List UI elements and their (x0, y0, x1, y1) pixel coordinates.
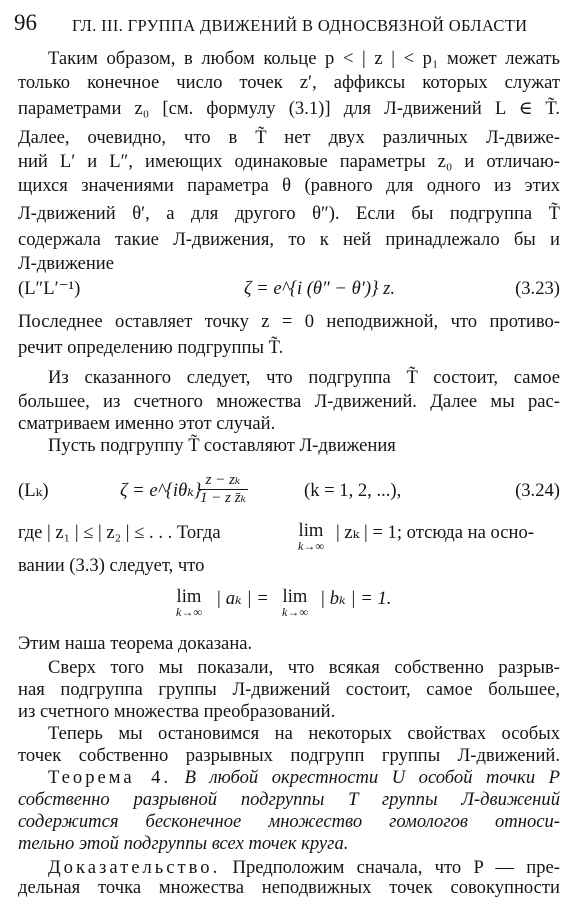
theorem-text: В любой окрестности U особой точки P (184, 767, 560, 788)
page-number: 96 (14, 10, 37, 35)
page-header (14, 10, 564, 40)
equation-limits (18, 586, 560, 626)
equation-number: (3.24) (515, 480, 560, 501)
theorem-first-line (48, 766, 560, 790)
fraction-denominator: 1 − z z̄ₖ (200, 490, 247, 506)
text-line: щихся значениями параметра θ (равного для одного из этих (18, 175, 560, 196)
line-where (18, 518, 560, 558)
text-line: Теперь мы остановимся на некоторых свойствах особых (48, 723, 560, 744)
text-line: Л-движений θ′, а для другого θ″). Если бы подгруппа T̃ (18, 203, 560, 224)
equation-range: (k = 1, 2, ...), (304, 480, 402, 501)
text-line: из счетного множества преобразований. (18, 701, 336, 722)
text-line: только конечное число точек z′, аффиксы которых служат (18, 72, 560, 93)
text-line: Л-движение (18, 253, 115, 274)
text-line: вании (3.3) следует, что (18, 555, 205, 576)
text-line: Далее, очевидно, что в T̃ нет двух различных Л-движе- (18, 127, 560, 148)
running-head: ГЛ. III. ГРУППА ДВИЖЕНИЙ В ОДНОСВЯЗНОЙ ОБЛАСТИ (72, 16, 528, 35)
text-line: ная подгруппа группы Л-движений состоит, самое большее, (18, 679, 560, 700)
limit-operator (298, 522, 324, 552)
limit-operator (282, 588, 308, 618)
text-line: ний L′ и L″, имеющих одинаковые параметры z₀ и отличаю- (18, 151, 560, 172)
text-line: речит определению подгруппы T̃. (18, 337, 284, 358)
limit-operator (176, 588, 202, 618)
text-line: Последнее оставляет точку z = 0 неподвижной, что противо- (18, 311, 560, 332)
limit-subscript: k→∞ (298, 539, 324, 553)
limit-text: lim (176, 586, 202, 607)
equation-formula-left: ζ = e^{iθₖ} (120, 480, 202, 501)
proof-title: Доказательство. (48, 857, 221, 878)
text-line: дельная точка множества неподвижных точек совокупности (18, 877, 560, 898)
text-line: Сверх того мы показали, что всякая собственно разрыв- (48, 657, 560, 678)
limit-text: lim (282, 586, 308, 607)
limit-subscript: k→∞ (176, 605, 202, 619)
text-line: параметрами z₀ [см. формулу (3.1)] для Л-движений L ∈ T̃. (18, 98, 560, 119)
limit-part-a: | aₖ | = (216, 588, 269, 609)
where-start: где | z₁ | ≤ | z₂ | ≤ . . . Тогда (18, 522, 221, 543)
text-line: Пусть подгруппу T̃ составляют Л-движения (48, 435, 396, 456)
proof-text: Предположим сначала, что P — пре- (232, 857, 560, 878)
equation-label: (Lₖ) (18, 480, 49, 501)
equation-fraction (198, 472, 248, 507)
theorem-line: собственно разрывной подгруппы T группы Л-движений (18, 789, 560, 810)
equation-3-23 (18, 276, 560, 310)
equation-label: (L″L′⁻¹) (18, 278, 81, 299)
limit-subscript: k→∞ (282, 605, 308, 619)
theorem-line: содержится бесконечное множество гомологов относи- (18, 811, 560, 832)
text-line: Таким образом, в любом кольце p < | z | < p₁ может лежать (48, 48, 560, 69)
text-line: точек собственно разрывных подгрупп группы Л-движений. (18, 745, 560, 766)
text-line: Из сказанного следует, что подгруппа T̃ состоит, самое (48, 367, 560, 388)
equation-formula: ζ = e^{i (θ″ − θ′)} z. (244, 278, 395, 299)
text-line: Этим наша теорема доказана. (18, 633, 253, 654)
limit-text: lim (298, 520, 324, 541)
text-line: сматриваем именно этот случай. (18, 413, 276, 434)
where-end: | zₖ | = 1; отсюда на осно- (336, 522, 534, 543)
theorem-title: Теорема 4. (48, 767, 172, 788)
theorem-line: тельно этой подгруппы всех точек круга. (18, 833, 349, 854)
equation-number: (3.23) (515, 278, 560, 299)
limit-part-b: | bₖ | = 1. (320, 588, 392, 609)
text-line: содержала такие Л-движения, то к ней принадлежало бы и (18, 229, 560, 250)
equation-3-24 (18, 472, 560, 514)
fraction-numerator: z − zₖ (198, 472, 248, 490)
text-line: большее, из счетного множества Л-движений. Далее мы рас- (18, 391, 560, 412)
